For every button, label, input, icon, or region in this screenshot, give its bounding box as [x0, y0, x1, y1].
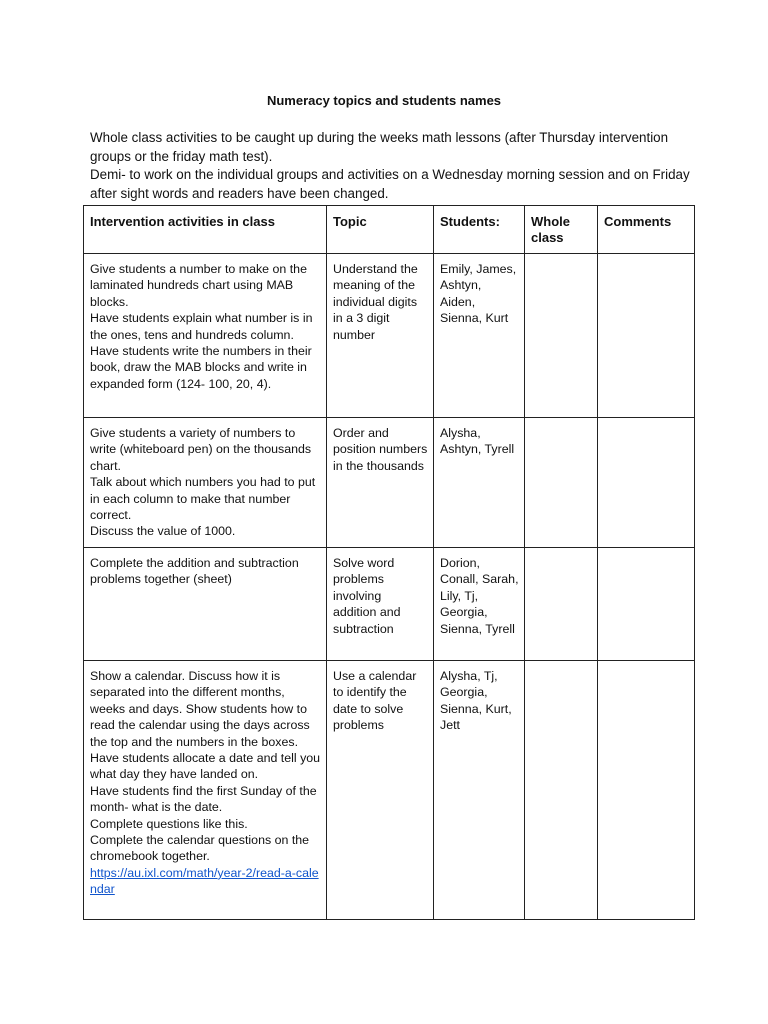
whole-class-cell — [525, 661, 598, 920]
students-cell: Alysha, Ashtyn, Tyrell — [434, 418, 525, 548]
topic-cell: Order and position numbers in the thousands — [327, 418, 434, 548]
table-row — [84, 418, 695, 548]
header-topic: Topic — [327, 206, 434, 254]
header-activities: Intervention activities in class — [84, 206, 327, 254]
intro-paragraph: Whole class activities to be caught up during the weeks math lessons (after Thursday intervention groups or the friday math test). — [90, 130, 669, 164]
page-title: Numeracy topics and students names — [266, 93, 502, 108]
intervention-table — [83, 205, 695, 920]
table-row — [84, 254, 695, 418]
intro-text — [90, 129, 690, 203]
intro-paragraph: Demi- to work on the individual groups and activities on a Wednesday morning session and on Friday after sight words and readers have been changed. — [90, 167, 690, 201]
activity-cell: Give students a number to make on the laminated hundreds chart using MAB blocks. Have students explain what number is in the ones, tens and hundreds column. Have students write the numbers in their book, draw the MAB blocks and write in expanded form (124- 100, 20, 4). — [84, 254, 327, 418]
activity-cell — [84, 661, 327, 920]
whole-class-cell — [525, 418, 598, 548]
students-cell: Dorion, Conall, Sarah, Lily, Tj, Georgia, Sienna, Tyrell — [434, 548, 525, 661]
students-cell: Alysha, Tj, Georgia, Sienna, Kurt, Jett — [434, 661, 525, 920]
topic-cell: Solve word problems involving addition and subtraction — [327, 548, 434, 661]
students-cell: Emily, James, Ashtyn, Aiden, Sienna, Kurt — [434, 254, 525, 418]
topic-cell: Use a calendar to identify the date to solve problems — [327, 661, 434, 920]
header-students: Students: — [434, 206, 525, 254]
comments-cell — [598, 418, 695, 548]
activity-cell: Complete the addition and subtraction problems together (sheet) — [84, 548, 327, 661]
table-header-row — [84, 206, 695, 254]
table-row — [84, 661, 695, 920]
ixl-calendar-link[interactable]: https://au.ixl.com/math/year-2/read-a-calendar — [90, 865, 319, 897]
activity-text: Show a calendar. Discuss how it is separated into the different months, weeks and days. Show students how to read the calendar using the days across the top and the numbers in the boxes. Have students allocate a date and tell you what day they have landed on. Have students find the first Sunday of the month- what is the date. Complete questions like this. Complete the calendar questions on the chromebook together. — [90, 669, 321, 864]
comments-cell — [598, 254, 695, 418]
table-row — [84, 548, 695, 661]
whole-class-cell — [525, 548, 598, 661]
comments-cell — [598, 548, 695, 661]
topic-cell: Understand the meaning of the individual digits in a 3 digit number — [327, 254, 434, 418]
header-whole-class: Whole class — [525, 206, 598, 254]
comments-cell — [598, 661, 695, 920]
activity-cell: Give students a variety of numbers to write (whiteboard pen) on the thousands chart. Talk about which numbers you had to put in each column to make that number correct. Discuss the value of 1000. — [84, 418, 327, 548]
whole-class-cell — [525, 254, 598, 418]
header-comments: Comments — [598, 206, 695, 254]
